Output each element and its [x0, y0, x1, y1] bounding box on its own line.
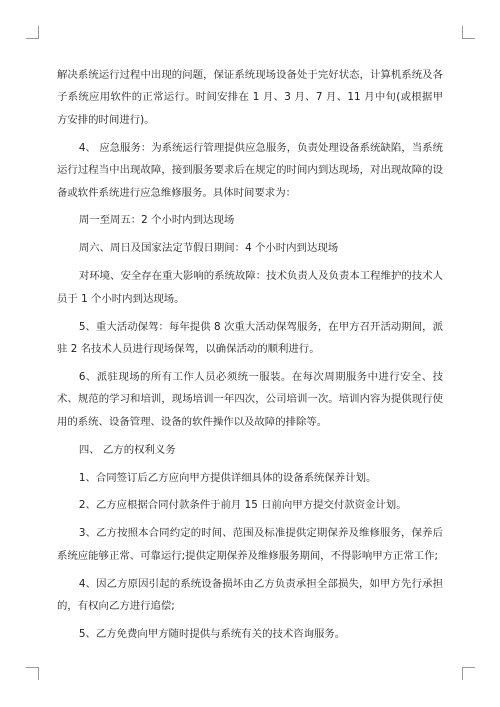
section-heading: 四、 乙方的权利义务 — [78, 443, 176, 456]
paragraph: 6、派驻现场的所有工作人员必须统一服装。在每次周期服务中进行安全、技术、规范的学习和培训，现场培训一年四次，公司培训一次。培训内容为提供现行使用的系统、设备管理、设备的软件操作以及故障的排除等。 — [57, 370, 443, 428]
crop-mark-top-left — [26, 26, 39, 39]
paragraph: 周一至周五：2 个小时内到达现场 — [78, 214, 235, 227]
crop-mark-bottom-right — [462, 667, 475, 680]
paragraph: 3、乙方按照本合同约定的时间、范围及标准提供定期保养及维修服务，保养后系统应能够正常、可靠运行;提供定期保养及维修服务期间，不得影响甲方正常工作; — [57, 527, 443, 562]
crop-mark-bottom-left — [26, 667, 39, 680]
paragraph: 周六、周日及国家法定节假日期间：4 个小时内到达现场 — [78, 242, 339, 255]
paragraph: 1、合同签订后乙方应向甲方提供详细具体的设备系统保养计划。 — [78, 471, 377, 484]
paragraph: 5、乙方免费向甲方随时提供与系统有关的技术咨询服务。 — [78, 627, 346, 640]
paragraph: 5、重大活动保驾：每年提供 8 次重大活动保驾服务，在甲方召开活动期间，派驻 2 名技术人员进行现场保驾，以确保活动的顺利进行。 — [57, 320, 443, 355]
paragraph: 2、乙方应根据合同付款条件于前月 15 日前向甲方提交付款资金计划。 — [78, 499, 407, 512]
paragraph: 解决系统运行过程中出现的问题，保证系统现场设备处于完好状态，计算机系统及各子系统应用软件的正常运行。时间安排在 1 月、3 月、7 月、11 月中旬(或根据甲方安排的时间进行)。 — [57, 69, 443, 126]
paragraph: 4、因乙方原因引起的系统设备损坏由乙方负责承担全部损失，如甲方先行承担的，有权向乙方进行追偿; — [57, 577, 443, 613]
document-body — [57, 64, 443, 651]
paragraph: 4、 应急服务：为系统运行管理提供应急服务，负责处理设备系统缺陷，当系统运行过程当中出现故障，接到服务要求后在规定的时间内到达现场，对出现故障的设备或软件系统进行应急维修服务。具体时间要求为： — [57, 141, 443, 199]
crop-mark-top-right — [462, 26, 475, 39]
paragraph: 对环境、安全存在重大影响的系统故障：技术负责人及负责本工程维护的技术人员于 1 个小时内到达现场。 — [57, 270, 443, 305]
